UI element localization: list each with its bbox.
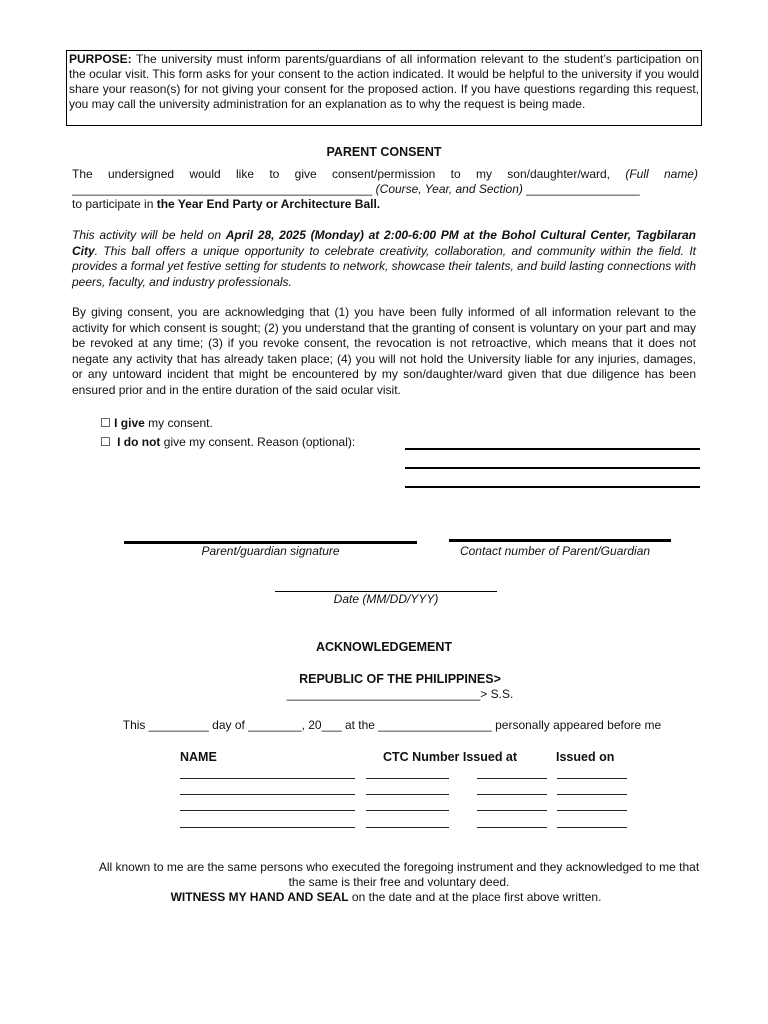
ss-line: _____________________________> S.S. <box>286 687 514 701</box>
col-ctc-header: CTC Number Issued at <box>383 750 518 764</box>
row2-issued-at-blank[interactable] <box>477 794 547 795</box>
option-give-consent[interactable] <box>100 416 213 430</box>
course-blank: _________________ <box>526 182 640 196</box>
full-name-blank: _____________________________________________ <box>72 182 373 196</box>
witness-bold: WITNESS MY HAND AND SEAL <box>170 890 349 904</box>
acknowledgement-paragraph: By giving consent, you are acknowledging that (1) you have been fully informed of all information relevant to the activity for which consent is sought; (2) you understand that the granting of consent is voluntary on your part and may be revoked at any time; (3) if you revoke consent, the revocation is not retroactive, which means that it does not negate any activity that has already taken place; (4) you will not hold the University liable for any injuries, damages, or any untoward incident that might be encountered by my son/daughter/ward given that due diligence has been ensured prior and in the entire duration of the said ocular visit. <box>72 305 696 397</box>
row3-issued-on-blank[interactable] <box>557 810 627 811</box>
option-not-give-consent[interactable] <box>100 435 355 449</box>
consent-line-1-text: The undersigned would like to give consent/permission to my son/daughter/ward, <box>72 167 611 181</box>
participate-text: to participate in <box>72 197 157 211</box>
acknowledgement-heading: ACKNOWLEDGEMENT <box>315 640 453 654</box>
purpose-box <box>66 50 702 126</box>
closing-paragraph: All known to me are the same persons who executed the foregoing instrument and they acknowledged to me that the same is their free and voluntary deed. <box>98 860 700 889</box>
event-name: the Year End Party or Architecture Ball. <box>156 197 381 211</box>
full-name-label: (Full name) <box>625 167 698 181</box>
consent-line-3 <box>72 197 698 211</box>
consent-line-2 <box>72 182 698 196</box>
row4-issued-on-blank[interactable] <box>557 827 627 828</box>
reason-line-2[interactable] <box>405 467 700 469</box>
not-give-consent-bold: I do not <box>117 435 161 449</box>
row4-name-blank[interactable] <box>180 827 355 828</box>
activity-description: . This ball offers a unique opportunity to celebrate creativity, collaboration, and community within the field. It provides a formal yet festive setting for students to network, showcase their talents, and build lasting connections with peers, faculty, and industry professionals. <box>72 243 696 289</box>
course-year-section-label: (Course, Year, and Section) <box>375 182 523 196</box>
row1-issued-on-blank[interactable] <box>557 778 627 779</box>
activity-paragraph <box>72 228 696 290</box>
row4-ctc-blank[interactable] <box>366 827 449 828</box>
row2-issued-on-blank[interactable] <box>557 794 627 795</box>
reason-line-3[interactable] <box>405 486 700 488</box>
col-name-header: NAME <box>180 750 217 764</box>
row4-issued-at-blank[interactable] <box>477 827 547 828</box>
row1-issued-at-blank[interactable] <box>477 778 547 779</box>
row3-ctc-blank[interactable] <box>366 810 449 811</box>
republic-heading: REPUBLIC OF THE PHILIPPINES> <box>299 672 501 686</box>
col-issued-on-header: Issued on <box>556 750 615 764</box>
consent-line-1 <box>72 167 698 181</box>
date-label: Date (MM/DD/YYY) <box>333 592 439 606</box>
appeared-line: This _________ day of ________, 20___ at the _________________ personally appeared before me <box>122 718 662 732</box>
give-consent-checkbox[interactable]: ☐ <box>100 416 111 430</box>
reason-line-1[interactable] <box>405 448 700 450</box>
purpose-label: PURPOSE: <box>69 52 132 66</box>
parent-signature-label: Parent/guardian signature <box>201 544 340 558</box>
row3-issued-at-blank[interactable] <box>477 810 547 811</box>
not-give-consent-checkbox[interactable]: ☐ <box>100 435 111 449</box>
activity-intro: This activity will be held on <box>72 228 226 242</box>
purpose-text: The university must inform parents/guardians of all information relevant to the student’s participation on the ocular visit. This form asks for your consent to the action indicated. It would be helpful to the university if you would share your reason(s) for not giving your consent for the proposed action. If you have questions regarding this request, you may call the university administration for an explanation as to why the request is being made. <box>69 52 699 111</box>
not-give-consent-rest: give my consent. Reason (optional): <box>160 435 356 449</box>
witness-rest: on the date and at the place first above written. <box>348 890 602 904</box>
contact-number-line[interactable] <box>449 539 671 542</box>
row1-ctc-blank[interactable] <box>366 778 449 779</box>
row2-name-blank[interactable] <box>180 794 355 795</box>
row1-name-blank[interactable] <box>180 778 355 779</box>
activity-date-venue: April 28, 2025 (Monday) at 2:00-6:00 PM at the Bohol Cultural Center, Tagbilaran City <box>72 228 697 258</box>
row3-name-blank[interactable] <box>180 810 355 811</box>
row2-ctc-blank[interactable] <box>366 794 449 795</box>
give-consent-rest: my consent. <box>144 416 213 430</box>
parent-consent-heading: PARENT CONSENT <box>326 145 442 159</box>
contact-number-label: Contact number of Parent/Guardian <box>459 544 651 558</box>
witness-line <box>0 890 768 904</box>
give-consent-bold: I give <box>114 416 145 430</box>
